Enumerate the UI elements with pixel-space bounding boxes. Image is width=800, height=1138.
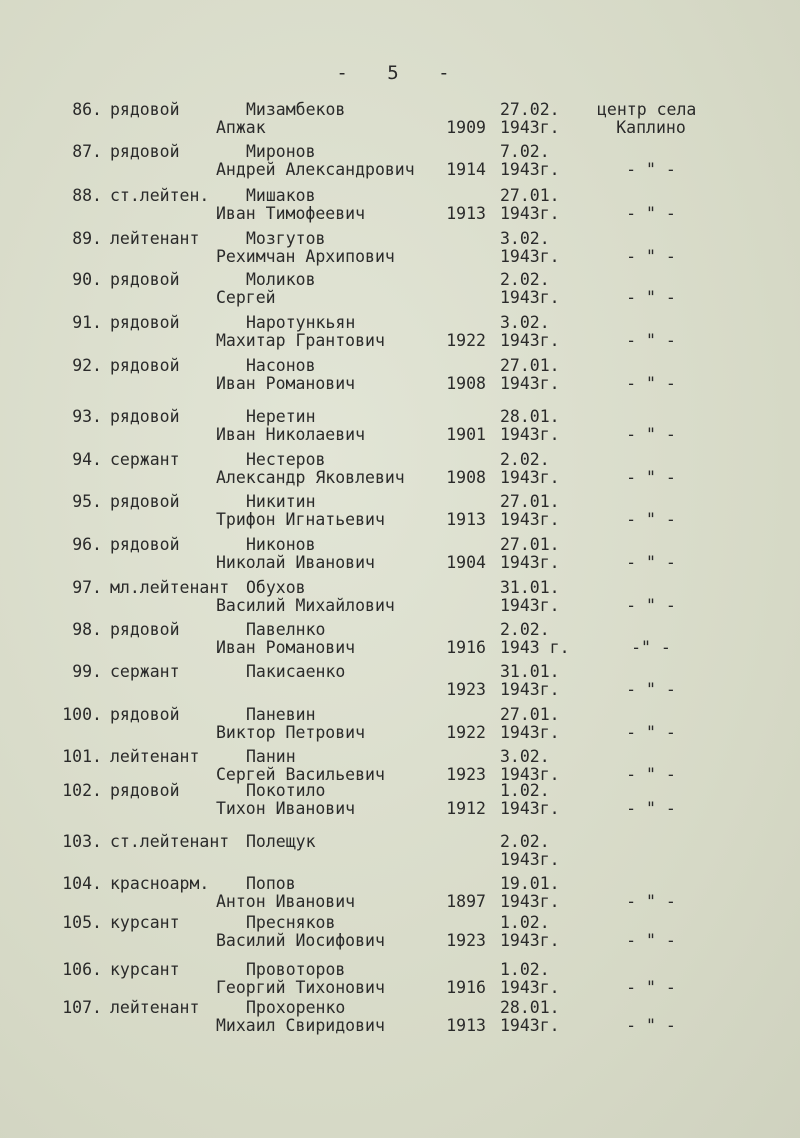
death-date-day-month: 28.01. — [500, 998, 560, 1017]
burial-place-detail: - " - — [626, 680, 676, 699]
burial-place-detail: - " - — [626, 596, 676, 615]
birth-year: 1908 — [446, 468, 486, 487]
death-date-day-month: 3.02. — [500, 313, 550, 332]
surname: Полещук — [246, 832, 316, 851]
given-names: Михаил Свиридович — [216, 1016, 385, 1035]
record-number: 107. — [62, 998, 102, 1017]
surname: Покотило — [246, 781, 326, 800]
death-date-year: 1943г. — [500, 374, 560, 393]
given-names: Апжак — [216, 118, 266, 137]
given-names: Георгий Тихонович — [216, 978, 385, 997]
death-date-year: 1943г. — [500, 288, 560, 307]
surname: Пакисаенко — [246, 662, 346, 681]
record-number: 95. — [72, 492, 102, 511]
burial-place-detail: - " - — [626, 892, 676, 911]
rank: рядовой — [110, 492, 180, 511]
death-date-day-month: 2.02. — [500, 832, 550, 851]
record-number: 96. — [72, 535, 102, 554]
record-number: 103. — [62, 832, 102, 851]
rank: сержант — [110, 662, 180, 681]
death-date-day-month: 3.02. — [500, 229, 550, 248]
birth-year: 1908 — [446, 374, 486, 393]
death-date-day-month: 3.02. — [500, 747, 550, 766]
given-names: Сергей Васильевич — [216, 765, 385, 784]
death-date-year: 1943г. — [500, 510, 560, 529]
birth-year: 1916 — [446, 638, 486, 657]
record-number: 106. — [62, 960, 102, 979]
death-date-year: 1943г. — [500, 425, 560, 444]
given-names: Александр Яковлевич — [216, 468, 405, 487]
rank: рядовой — [110, 313, 180, 332]
surname: Нестеров — [246, 450, 326, 469]
burial-place-detail: - " - — [626, 374, 676, 393]
given-names: Виктор Петрович — [216, 723, 366, 742]
death-date-year: 1943г. — [500, 553, 560, 572]
death-date-day-month: 31.01. — [500, 662, 560, 681]
death-date-year: 1943г. — [500, 160, 560, 179]
given-names: Рехимчан Архипович — [216, 247, 395, 266]
death-date-day-month: 2.02. — [500, 620, 550, 639]
rank: рядовой — [110, 781, 180, 800]
record-number: 89. — [72, 229, 102, 248]
burial-place-detail: - " - — [626, 160, 676, 179]
burial-place-detail: - " - — [626, 978, 676, 997]
surname: Никитин — [246, 492, 316, 511]
birth-year: 1923 — [446, 765, 486, 784]
death-date-day-month: 19.01. — [500, 874, 560, 893]
given-names: Тихон Иванович — [216, 799, 356, 818]
surname: Никонов — [246, 535, 316, 554]
birth-year: 1922 — [446, 723, 486, 742]
rank: рядовой — [110, 100, 180, 119]
given-names: Василий Иосифович — [216, 931, 385, 950]
birth-year: 1913 — [446, 510, 486, 529]
surname: Обухов — [246, 578, 306, 597]
record-number: 91. — [72, 313, 102, 332]
record-number: 90. — [72, 270, 102, 289]
given-names: Андрей Александрович — [216, 160, 415, 179]
birth-year: 1909 — [446, 118, 486, 137]
rank: рядовой — [110, 142, 180, 161]
birth-year: 1922 — [446, 331, 486, 350]
death-date-year: 1943 г. — [500, 638, 570, 657]
given-names: Иван Тимофеевич — [216, 204, 366, 223]
death-date-day-month: 28.01. — [500, 407, 560, 426]
record-number: 92. — [72, 356, 102, 375]
record-row — [0, 998, 800, 1058]
record-number: 104. — [62, 874, 102, 893]
burial-place-detail: - " - — [626, 288, 676, 307]
burial-place-detail: - " - — [626, 553, 676, 572]
death-date-year: 1943г. — [500, 799, 560, 818]
rank: ст.лейтен. — [110, 186, 210, 205]
death-date-year: 1943г. — [500, 1016, 560, 1035]
death-date-year: 1943г. — [500, 850, 560, 869]
death-date-year: 1943г. — [500, 247, 560, 266]
burial-place-detail: -" - — [631, 638, 671, 657]
birth-year: 1913 — [446, 1016, 486, 1035]
death-date-year: 1943г. — [500, 723, 560, 742]
death-date-year: 1943г. — [500, 331, 560, 350]
death-date-year: 1943г. — [500, 931, 560, 950]
rank: рядовой — [110, 407, 180, 426]
death-date-day-month: 7.02. — [500, 142, 550, 161]
burial-place-detail: - " - — [626, 425, 676, 444]
surname: Моликов — [246, 270, 316, 289]
rank: рядовой — [110, 620, 180, 639]
burial-place-detail: - " - — [626, 799, 676, 818]
burial-place-detail: - " - — [626, 931, 676, 950]
record-number: 93. — [72, 407, 102, 426]
rank: красноарм. — [110, 874, 210, 893]
given-names: Антон Иванович — [216, 892, 356, 911]
rank: лейтенант — [110, 229, 200, 248]
burial-place-detail: Каплино — [616, 118, 686, 137]
burial-place-detail: - " - — [626, 765, 676, 784]
surname: Паневин — [246, 705, 316, 724]
given-names: Махитар Грантович — [216, 331, 385, 350]
rank: сержант — [110, 450, 180, 469]
birth-year: 1914 — [446, 160, 486, 179]
death-date-day-month: 27.01. — [500, 705, 560, 724]
rank: рядовой — [110, 356, 180, 375]
given-names: Иван Романович — [216, 638, 356, 657]
surname: Провоторов — [246, 960, 346, 979]
death-date-year: 1943г. — [500, 468, 560, 487]
surname: Мозгутов — [246, 229, 326, 248]
death-date-day-month: 27.01. — [500, 535, 560, 554]
record-number: 100. — [62, 705, 102, 724]
death-date-day-month: 2.02. — [500, 450, 550, 469]
death-date-year: 1943г. — [500, 892, 560, 911]
surname: Панин — [246, 747, 296, 766]
surname: Прохоренко — [246, 998, 346, 1017]
burial-place-detail: - " - — [626, 331, 676, 350]
surname: Насонов — [246, 356, 316, 375]
death-date-day-month: 27.02. — [500, 100, 560, 119]
record-number: 98. — [72, 620, 102, 639]
given-names: Трифон Игнатьевич — [216, 510, 385, 529]
rank: курсант — [110, 913, 180, 932]
burial-place-detail: - " - — [626, 247, 676, 266]
rank: рядовой — [110, 535, 180, 554]
death-date-day-month: 1.02. — [500, 913, 550, 932]
record-number: 88. — [72, 186, 102, 205]
given-names: Иван Романович — [216, 374, 356, 393]
death-date-day-month: 2.02. — [500, 270, 550, 289]
birth-year: 1923 — [446, 931, 486, 950]
death-date-year: 1943г. — [500, 596, 560, 615]
death-date-year: 1943г. — [500, 765, 560, 784]
rank: рядовой — [110, 270, 180, 289]
burial-place-detail: - " - — [626, 204, 676, 223]
death-date-day-month: 27.01. — [500, 492, 560, 511]
birth-year: 1913 — [446, 204, 486, 223]
burial-place-detail: - " - — [626, 510, 676, 529]
rank: лейтенант — [110, 998, 200, 1017]
birth-year: 1916 — [446, 978, 486, 997]
death-date-year: 1943г. — [500, 680, 560, 699]
rank: мл.лейтенант — [110, 578, 230, 597]
rank: лейтенант — [110, 747, 200, 766]
burial-place: центр села — [597, 100, 697, 119]
birth-year: 1923 — [446, 680, 486, 699]
record-number: 97. — [72, 578, 102, 597]
death-date-year: 1943г. — [500, 118, 560, 137]
death-date-day-month: 1.02. — [500, 960, 550, 979]
given-names: Николай Иванович — [216, 553, 375, 572]
surname: Мизамбеков — [246, 100, 346, 119]
death-date-day-month: 31.01. — [500, 578, 560, 597]
birth-year: 1897 — [446, 892, 486, 911]
rank: курсант — [110, 960, 180, 979]
death-date-year: 1943г. — [500, 204, 560, 223]
given-names: Сергей — [216, 288, 276, 307]
rank: рядовой — [110, 705, 180, 724]
surname: Неретин — [246, 407, 316, 426]
given-names: Иван Николаевич — [216, 425, 366, 444]
record-number: 94. — [72, 450, 102, 469]
burial-place-detail: - " - — [626, 1016, 676, 1035]
record-number: 101. — [62, 747, 102, 766]
surname: Павелнко — [246, 620, 326, 639]
burial-place-detail: - " - — [626, 723, 676, 742]
death-date-day-month: 27.01. — [500, 186, 560, 205]
surname: Попов — [246, 874, 296, 893]
record-number: 87. — [72, 142, 102, 161]
birth-year: 1901 — [446, 425, 486, 444]
surname: Наротункьян — [246, 313, 356, 332]
death-date-day-month: 27.01. — [500, 356, 560, 375]
burial-place-detail: - " - — [626, 468, 676, 487]
given-names: Василий Михайлович — [216, 596, 395, 615]
page-number: - 5 - — [336, 62, 464, 84]
death-date-year: 1943г. — [500, 978, 560, 997]
surname: Миронов — [246, 142, 316, 161]
record-number: 105. — [62, 913, 102, 932]
surname: Пресняков — [246, 913, 336, 932]
rank: ст.лейтенант — [110, 832, 230, 851]
surname: Мишаков — [246, 186, 316, 205]
record-number: 99. — [72, 662, 102, 681]
birth-year: 1912 — [446, 799, 486, 818]
birth-year: 1904 — [446, 553, 486, 572]
record-number: 86. — [72, 100, 102, 119]
record-number: 102. — [62, 781, 102, 800]
death-date-day-month: 1.02. — [500, 781, 550, 800]
